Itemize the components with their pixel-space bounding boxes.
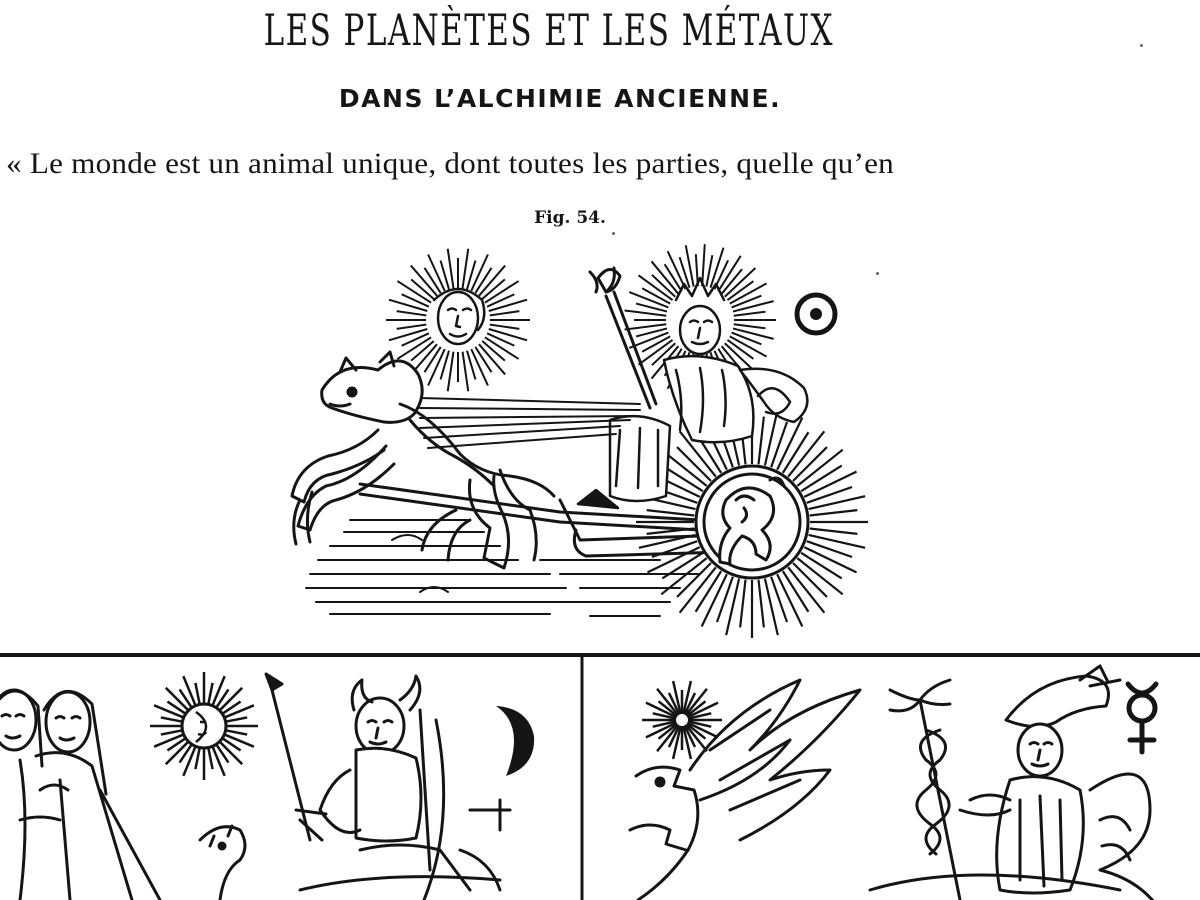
gemini-moon-chariot-woodcut xyxy=(0,650,590,900)
star-icon xyxy=(642,681,722,759)
page-title: LES PLANÈTES ET LES MÉTAUX xyxy=(263,6,835,56)
mercury-woodcut xyxy=(590,650,1200,900)
crescent-moon-icon xyxy=(496,706,534,776)
sun-symbol-icon xyxy=(797,295,835,333)
figure-label: Fig. 54. xyxy=(534,208,606,228)
sun-face-icon xyxy=(150,672,258,780)
mercury-symbol-icon xyxy=(1128,684,1156,752)
page-subtitle: DANS L’ALCHIMIE ANCIENNE. xyxy=(338,84,782,113)
quote-text: « Le monde est un animal unique, dont toutes les parties, quelle qu’en xyxy=(6,147,894,180)
